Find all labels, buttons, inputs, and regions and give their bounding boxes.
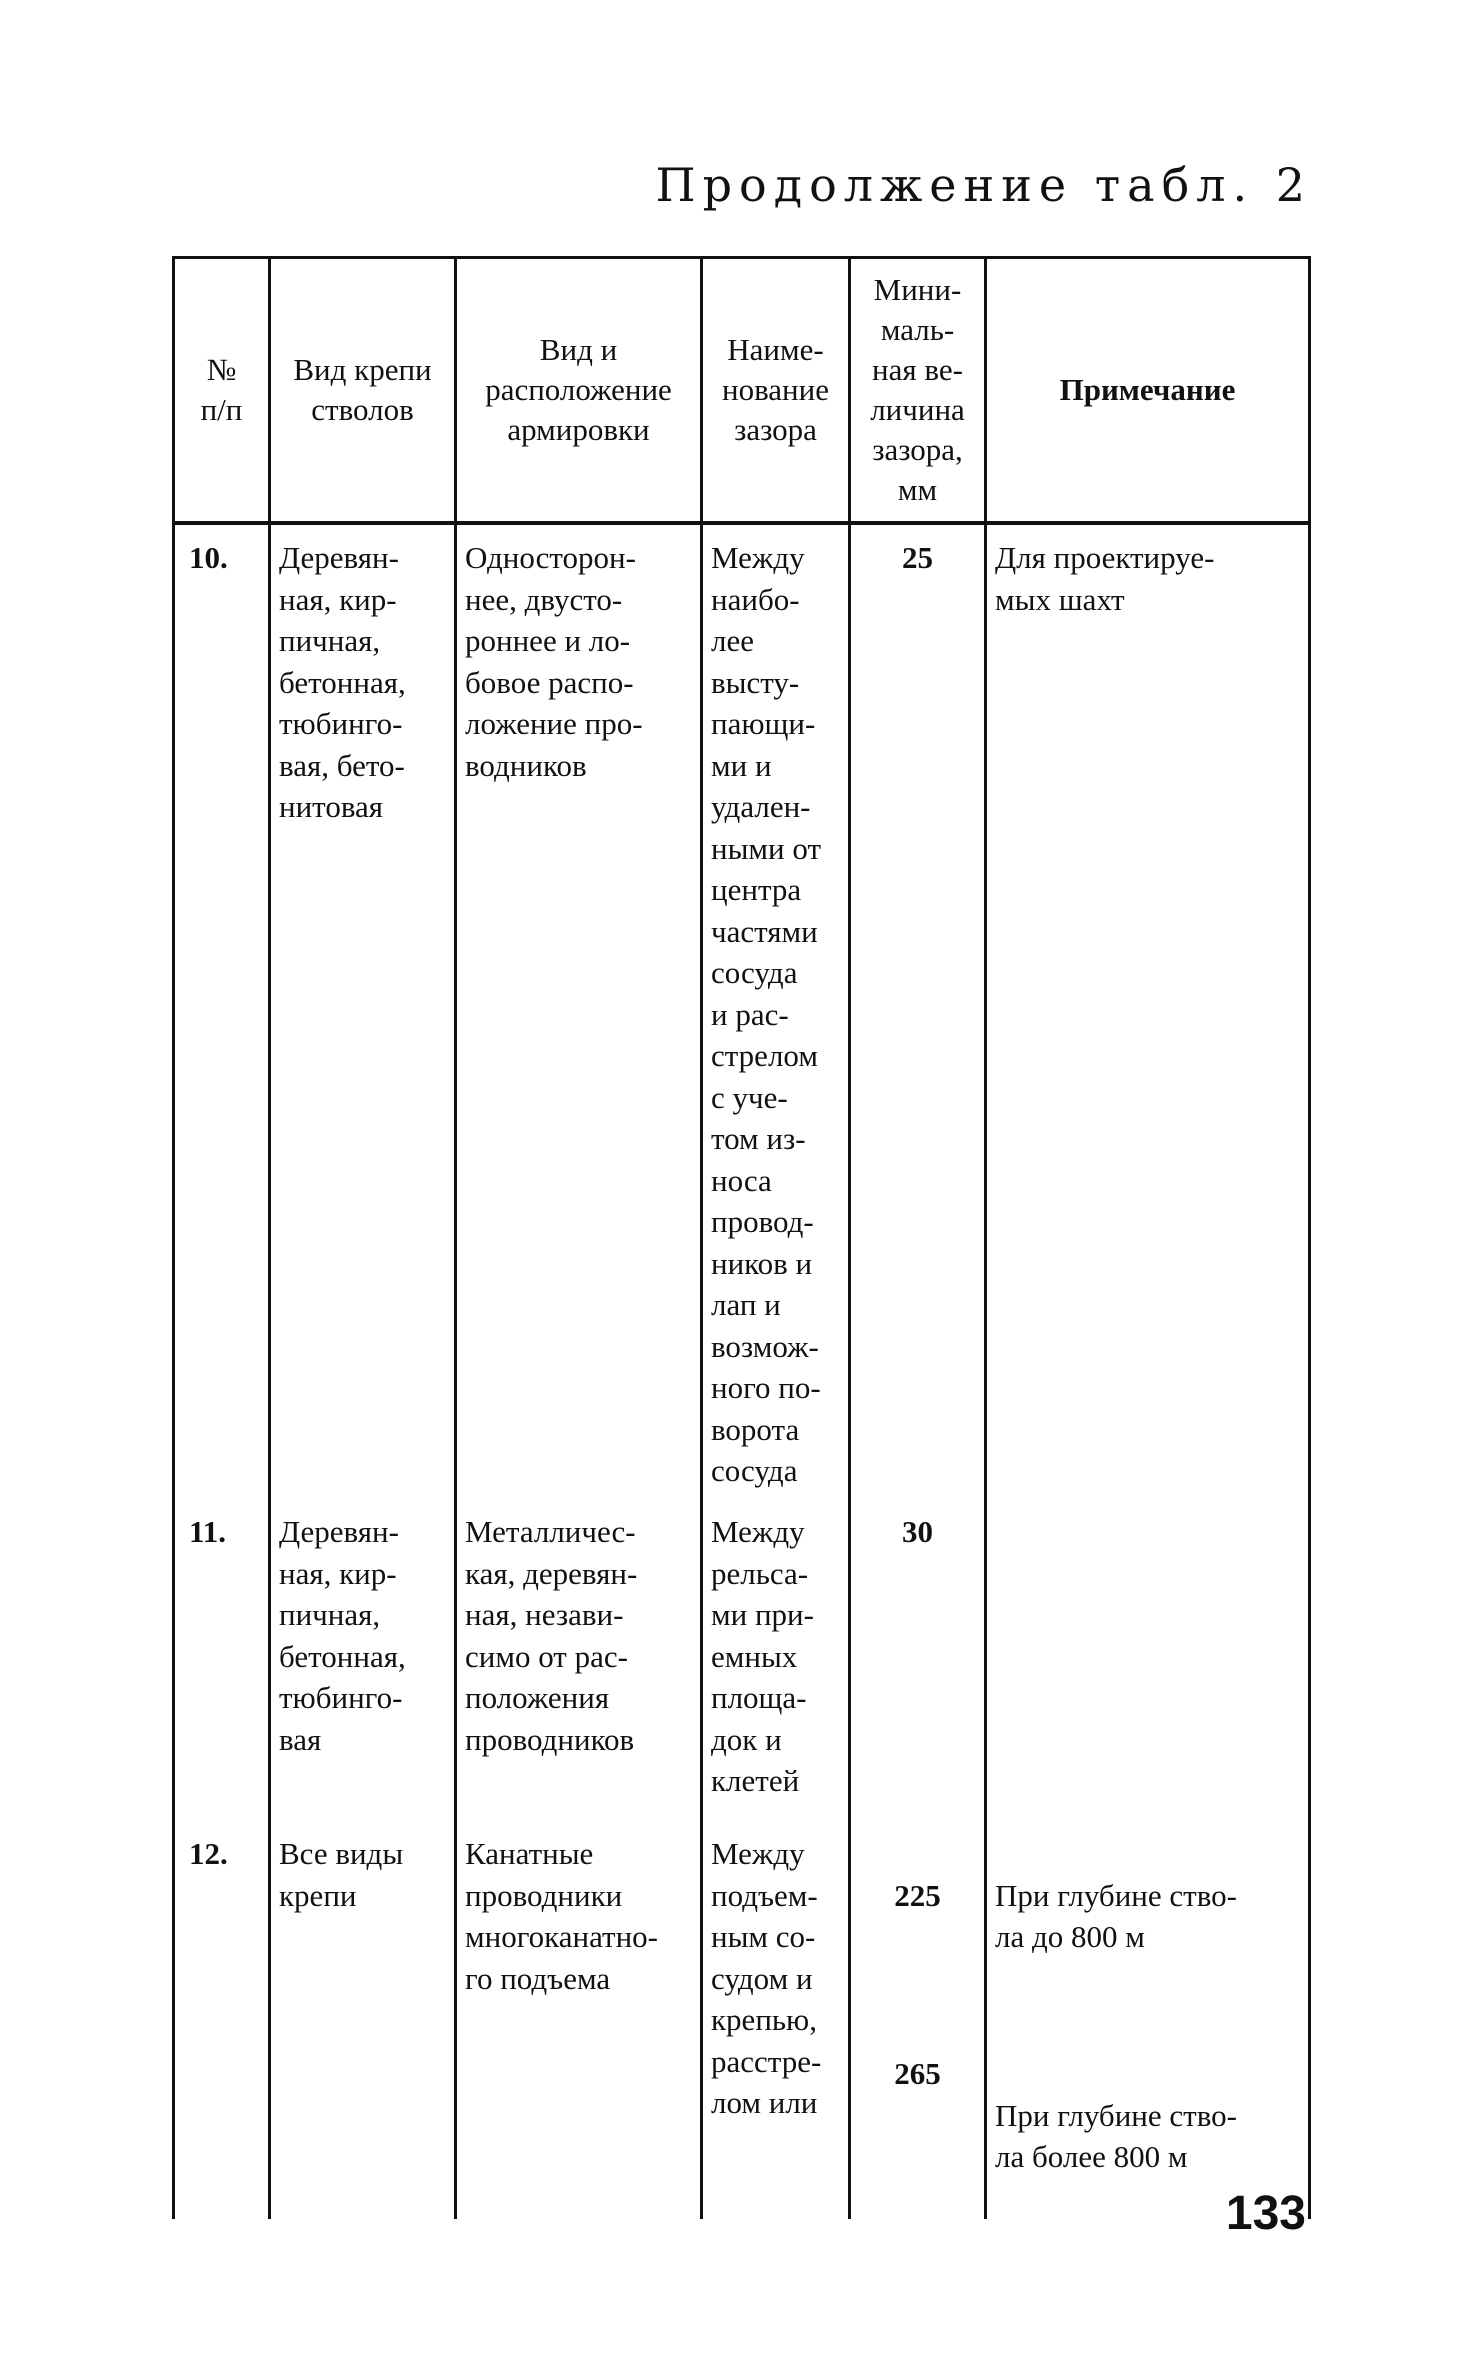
header-note: Примечание bbox=[986, 258, 1310, 524]
note-cell: Для проектируе- мых шахт bbox=[986, 523, 1310, 1503]
row-number: 10. bbox=[174, 523, 270, 1503]
header-arrangement: Вид и расположение армировки bbox=[456, 258, 702, 524]
data-table bbox=[172, 256, 1311, 2219]
note-a: При глубине ство- ла до 800 м bbox=[995, 1877, 1237, 1954]
row-number: 12. bbox=[174, 1829, 270, 2219]
table-row bbox=[174, 1503, 1310, 1829]
header-number: № п/п bbox=[174, 258, 270, 524]
header-gap-name: Наиме- нование зазора bbox=[702, 258, 850, 524]
min-gap-value-a: 225 bbox=[894, 1877, 941, 1913]
min-gap-cell bbox=[850, 1829, 986, 2219]
header-min-gap: Мини- маль- ная ве- личина зазора, мм bbox=[850, 258, 986, 524]
table-row bbox=[174, 1829, 1310, 2219]
min-gap-value-b: 265 bbox=[894, 2056, 941, 2091]
gap-name-cell: Между наибо- лее высту- пающи- ми и удален- ными от центра частями сосуда и рас- стрелом с уче- том из- носа провод- ников и лап и возмож- ного по- ворота сосуда bbox=[702, 523, 850, 1503]
support-type-cell: Деревян- ная, кир- пичная, бетонная, тюбинго- вая bbox=[270, 1503, 456, 1829]
spacer bbox=[859, 1958, 976, 2012]
arrangement-cell: Металличес- кая, деревян- ная, незави- симо от рас- положения проводников bbox=[456, 1503, 702, 1829]
arrangement-cell: Канатные проводники многоканатно- го подъема bbox=[456, 1829, 702, 2219]
note-b: При глубине ство- ла более 800 м bbox=[995, 2097, 1237, 2174]
header-row bbox=[174, 258, 1310, 524]
table-body bbox=[174, 523, 1310, 2219]
min-gap-cell: 25 bbox=[850, 523, 986, 1503]
row-number: 11. bbox=[174, 1503, 270, 1829]
header-support-type: Вид крепи стволов bbox=[270, 258, 456, 524]
min-gap-cell: 30 bbox=[850, 1503, 986, 1829]
support-type-cell: Все виды крепи bbox=[270, 1829, 456, 2219]
gap-name-cell: Между подъем- ным со- судом и крепью, расстре- лом или bbox=[702, 1829, 850, 2219]
spacer bbox=[995, 1999, 1300, 2053]
page-number: 133 bbox=[1225, 2187, 1306, 2240]
table-row bbox=[174, 523, 1310, 1503]
table-caption: Продолжение табл. 2 bbox=[655, 158, 1312, 212]
gap-name-cell: Между рельса- ми при- емных площа- док и клетей bbox=[702, 1503, 850, 1829]
support-type-cell: Деревян- ная, кир- пичная, бетонная, тюбинго- вая, бето- нитовая bbox=[270, 523, 456, 1503]
table-header bbox=[174, 258, 1310, 524]
arrangement-cell: Односторон- нее, двусто- роннее и ло- бовое распо- ложение про- водников bbox=[456, 523, 702, 1503]
note-cell bbox=[986, 1503, 1310, 1829]
note-cell bbox=[986, 1829, 1310, 2219]
